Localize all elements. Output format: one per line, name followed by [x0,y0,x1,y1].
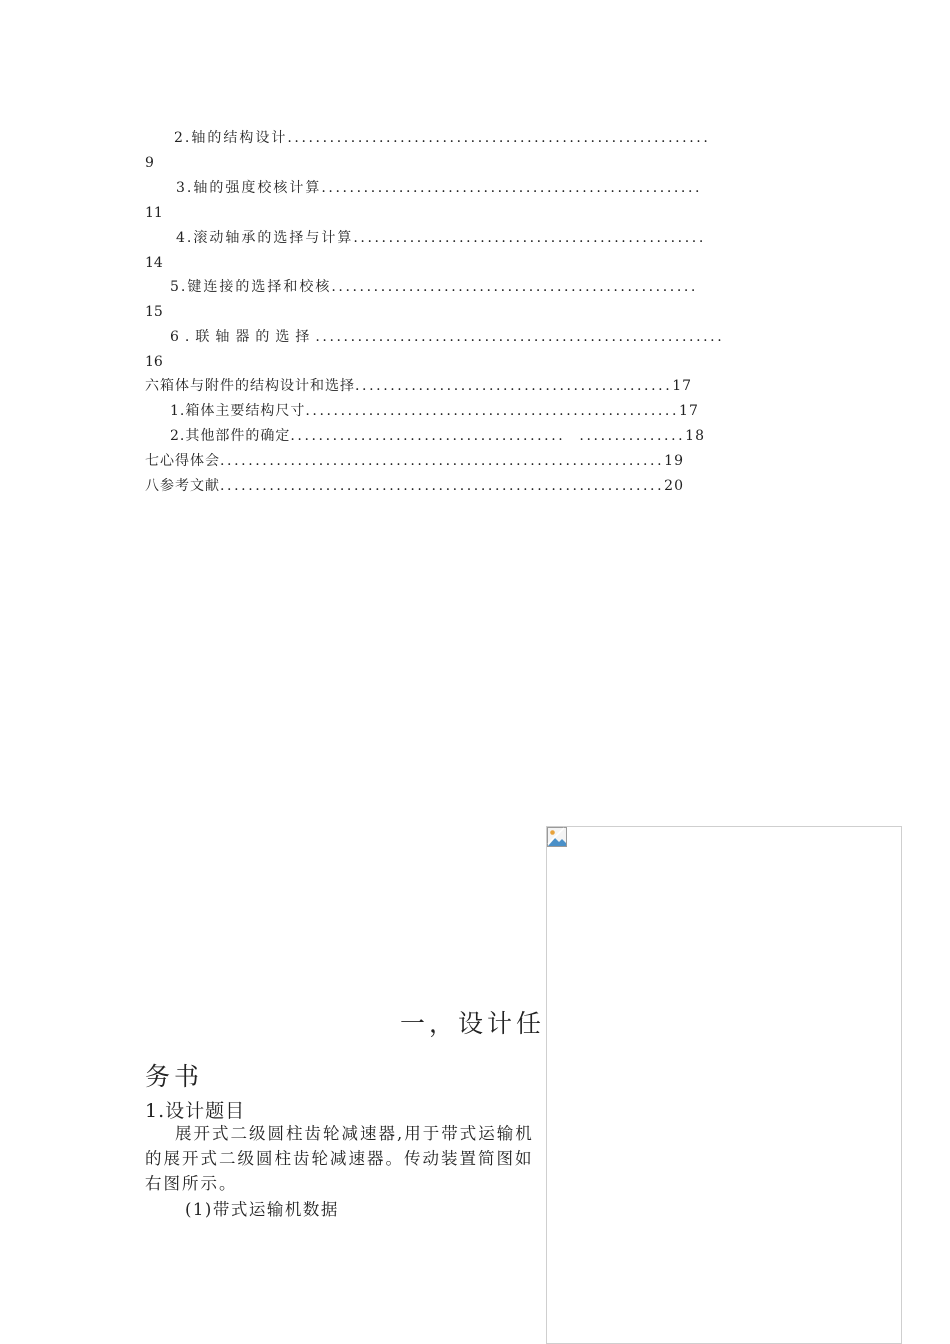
toc-leader: ............................................................ [287,130,711,146]
toc-page-number: 16 [145,354,163,370]
toc-entry-title: 3.轴的强度校核计算 [176,180,322,196]
toc-entry-title: 4.滚动轴承的选择与计算 [176,230,354,246]
toc-entry [145,452,684,470]
toc-leader: .......................................................... [315,329,725,345]
toc-entry [145,477,684,495]
toc-page-number: 14 [145,255,163,271]
toc-entry [170,402,699,420]
toc-entry [170,278,698,296]
toc-entry-title: 2.其他部件的确定 [170,428,291,444]
toc-entry [170,328,724,346]
toc-page-number: 17 [672,378,693,394]
toc-entry [176,179,702,197]
toc-page-number: 17 [679,403,699,419]
toc-leader: ..................................................... [305,403,680,419]
toc-page-number: 9 [145,155,154,171]
toc-page-number: 20 [664,478,684,494]
toc-entry-title: 6.联轴器的选择 [170,329,316,345]
section-heading: 一，设计任 [400,1009,546,1038]
toc-leader: ............................................................... [220,453,665,469]
toc-page-number: 11 [145,205,163,221]
toc-entry [145,377,692,395]
toc-entry-title: 六箱体与附件的结构设计和选择 [145,378,355,394]
subsection-heading: 1.设计题目 [145,1100,246,1122]
toc-entry-title: 七心得体会 [145,453,220,469]
toc-entry-title: 八参考文献 [145,478,220,494]
toc-leader: ...................................................... [321,180,703,196]
diagram-image-placeholder [546,826,902,1344]
toc-entry-title: 5.键连接的选择和校核 [170,279,332,295]
body-paragraph: 展开式二级圆柱齿轮减速器,用于带式运输机的展开式二级圆柱齿轮减速器。传动装置简图如右图所示。 [145,1124,534,1193]
toc-entry-title: 1.箱体主要结构尺寸 [170,403,306,419]
section-heading-continued: 务书 [145,1062,204,1091]
toc-entry [170,427,705,445]
toc-entry [176,229,706,247]
toc-leader: .................................................... [331,279,698,295]
toc-page-number: 15 [145,304,163,320]
toc-leader: ....................................... ............... [290,428,686,444]
broken-image-icon [547,827,567,847]
toc-leader: .................................................. [353,230,706,246]
toc-page-number: 19 [664,453,684,469]
toc-entry [174,129,710,147]
toc-leader: ............................................. [355,378,673,394]
list-item: (1)带式运输机数据 [185,1200,339,1219]
toc-entry-title: 2.轴的结构设计 [174,130,288,146]
toc-page-number: 18 [685,428,705,444]
toc-leader: ............................................................... [220,478,665,494]
